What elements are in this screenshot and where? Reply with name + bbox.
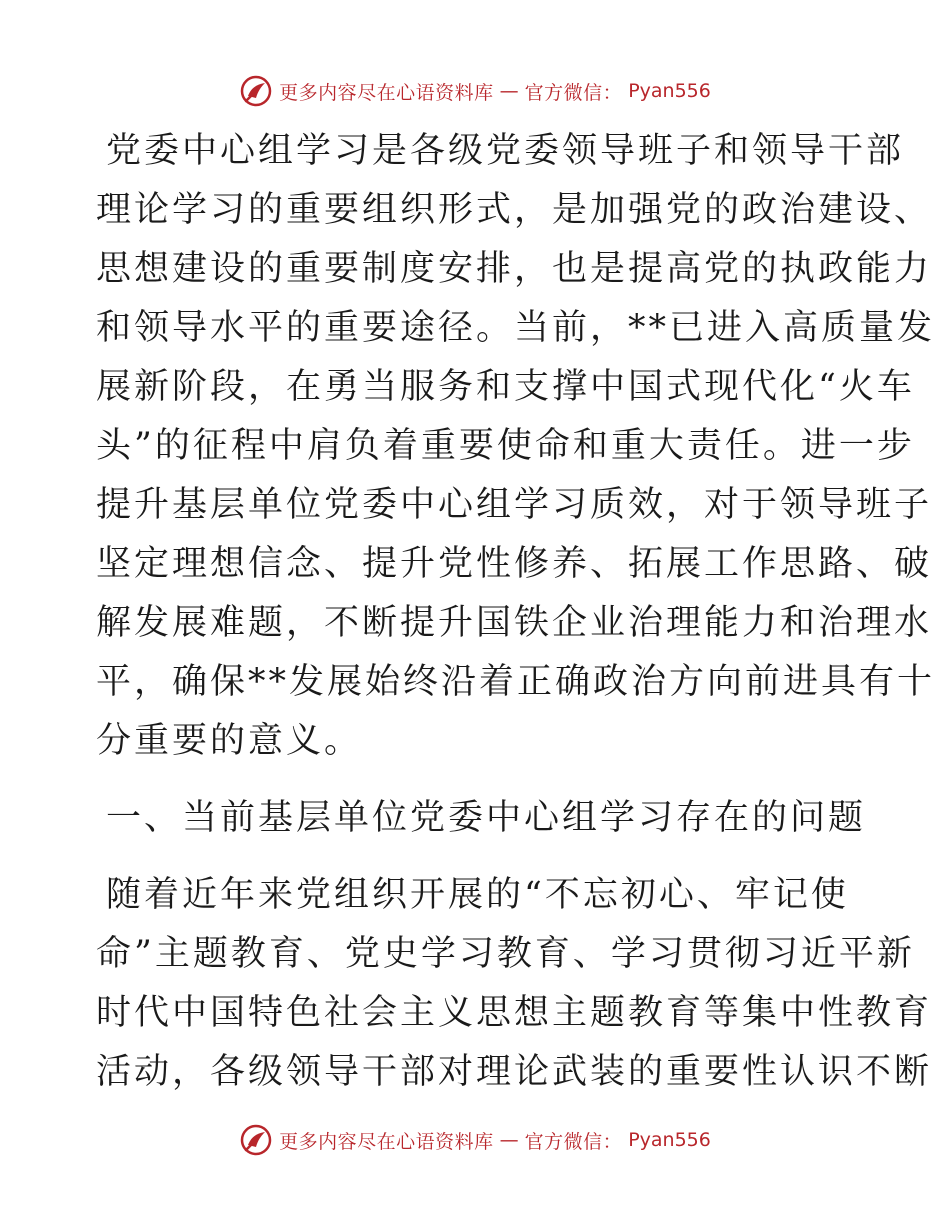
document-body [96, 122, 936, 1102]
text-line: 理论学习的重要组织形式，是加强党的政治建设、 [96, 190, 933, 230]
footer-banner [0, 1120, 950, 1160]
banner-separator: — [499, 80, 519, 102]
header-banner [0, 71, 950, 111]
brand-logo-icon [239, 1123, 273, 1157]
text-line: 头”的征程中肩负着重要使命和重大责任。进一步 [96, 426, 915, 466]
banner-separator: — [499, 1129, 519, 1151]
banner-label: 官方微信： [524, 1130, 623, 1153]
banner-text: 更多内容尽在心语资料库 [279, 1130, 494, 1153]
paragraph-intro [96, 122, 936, 771]
text-line: 和领导水平的重要途径。当前，**已进入高质量发 [96, 308, 936, 348]
text-line: 时代中国特色社会主义思想主题教育等集中性教育 [96, 993, 933, 1033]
banner-text: 更多内容尽在心语资料库 [279, 81, 494, 104]
brand-logo-icon [239, 74, 273, 108]
text-line: 随着近年来党组织开展的“不忘初心、牢记使 [106, 875, 849, 915]
paragraph-section1 [96, 866, 933, 1102]
text-line: 活动，各级领导干部对理论武装的重要性认识不断 [96, 1052, 933, 1092]
text-line: 提升基层单位党委中心组学习质效，对于领导班子 [96, 485, 933, 525]
text-line: 命”主题教育、党史学习教育、学习贯彻习近平新 [96, 934, 915, 974]
banner-account: Pyan556 [628, 80, 711, 102]
section-heading: 一、当前基层单位党委中心组学习存在的问题 [106, 798, 867, 838]
banner-account: Pyan556 [628, 1129, 711, 1151]
banner-label: 官方微信： [524, 81, 623, 104]
text-line: 思想建设的重要制度安排，也是提高党的执政能力 [96, 249, 933, 289]
text-line: 分重要的意义。 [96, 721, 363, 761]
text-line: 解发展难题，不断提升国铁企业治理能力和治理水 [96, 603, 933, 643]
text-line: 党委中心组学习是各级党委领导班子和领导干部 [106, 131, 905, 171]
text-line: 平，确保**发展始终沿着正确政治方向前进具有十 [96, 662, 936, 702]
text-line: 坚定理想信念、提升党性修养、拓展工作思路、破 [96, 544, 933, 584]
text-line: 展新阶段，在勇当服务和支撑中国式现代化“火车 [96, 367, 915, 407]
